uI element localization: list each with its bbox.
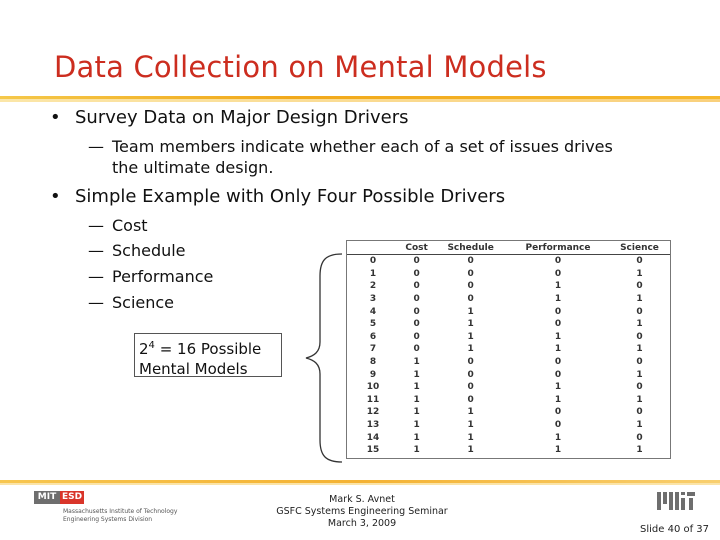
cell-performance: 0 (554, 306, 562, 317)
table-row (347, 343, 670, 356)
table-row (347, 318, 670, 331)
table-row (347, 444, 670, 457)
cell-cost: 0 (413, 331, 420, 342)
table-row (347, 431, 670, 444)
event-date: March 3, 2009 (327, 518, 397, 529)
table-row (347, 280, 670, 293)
cell-science: 0 (636, 306, 643, 317)
cell-science: 0 (636, 281, 643, 292)
cell-science: 0 (636, 432, 643, 443)
cell-science: 1 (636, 445, 643, 456)
table-row (347, 305, 670, 318)
bullet-glyph: • (50, 107, 61, 128)
table-row (347, 293, 670, 306)
cell-performance: 1 (554, 445, 562, 456)
curly-brace-icon (302, 252, 346, 464)
dash-glyph: — (88, 216, 104, 235)
cell-index: 4 (369, 306, 377, 317)
cell-index: 10 (366, 382, 380, 393)
cell-cost: 1 (413, 407, 420, 418)
header-schedule: Schedule (434, 241, 507, 255)
cell-science: 0 (636, 256, 643, 267)
mit-logo-icon (657, 492, 695, 510)
slide-number: Slide 40 of 37 (640, 524, 710, 535)
callout-possible-models (134, 333, 282, 377)
cell-cost: 0 (413, 268, 420, 279)
sub-bullet-text: Performance (112, 267, 214, 286)
cell-schedule: 0 (467, 357, 474, 368)
cell-index: 15 (366, 445, 380, 456)
cell-cost: 1 (413, 432, 420, 443)
cell-schedule: 1 (467, 319, 474, 330)
cell-cost: 1 (413, 369, 420, 380)
sub-bullet-text: Cost (112, 216, 148, 235)
cell-index: 3 (369, 294, 377, 305)
sub-bullet-text: Science (112, 293, 175, 312)
cell-cost: 1 (413, 357, 420, 368)
cell-performance: 1 (554, 331, 562, 342)
cell-schedule: 1 (467, 344, 474, 355)
dash-glyph: — (88, 137, 104, 156)
cell-science: 0 (636, 331, 643, 342)
header-cost: Cost (399, 241, 434, 255)
cell-cost: 0 (413, 294, 420, 305)
footer-rule-light (0, 483, 720, 485)
cell-performance: 0 (554, 268, 562, 279)
cell-performance: 0 (554, 319, 562, 330)
title-rule (0, 96, 720, 102)
cell-science: 1 (636, 319, 643, 330)
cell-schedule: 0 (467, 394, 474, 405)
cell-science: 1 (636, 394, 643, 405)
cell-schedule: 0 (467, 281, 474, 292)
cell-cost: 1 (413, 394, 420, 405)
cell-index: 12 (366, 407, 380, 418)
cell-cost: 1 (413, 445, 420, 456)
cell-schedule: 1 (467, 445, 474, 456)
table-row (347, 381, 670, 394)
cell-index: 11 (366, 394, 380, 405)
cell-index: 1 (369, 268, 377, 279)
cell-science: 1 (636, 268, 643, 279)
cell-performance: 1 (554, 432, 562, 443)
header-index (347, 241, 399, 255)
cell-index: 8 (369, 357, 377, 368)
cell-performance: 0 (554, 369, 562, 380)
sub-bullet-text: Schedule (112, 241, 186, 260)
bullet-text: Simple Example with Only Four Possible Drivers (75, 186, 506, 207)
logo-esd-text: ESD (61, 492, 83, 502)
bullet-glyph: • (50, 186, 61, 207)
callout-line1 (139, 336, 281, 359)
dash-glyph: — (88, 293, 104, 312)
cell-science: 1 (636, 344, 643, 355)
cell-schedule: 0 (467, 382, 474, 393)
table-row (347, 406, 670, 419)
cell-cost: 1 (413, 382, 420, 393)
footer-presenter-info (262, 494, 462, 530)
cell-index: 0 (369, 256, 377, 267)
cell-performance: 1 (554, 344, 562, 355)
cell-science: 1 (636, 420, 643, 431)
cell-performance: 0 (554, 420, 562, 431)
cell-performance: 0 (554, 357, 562, 368)
cell-cost: 1 (413, 420, 420, 431)
callout-base: 2 (139, 340, 149, 358)
cell-index: 5 (369, 319, 377, 330)
table-row (347, 394, 670, 407)
cell-schedule: 1 (467, 432, 474, 443)
table-row (347, 331, 670, 344)
event-name: GSFC Systems Engineering Seminar (276, 506, 448, 517)
table-row (347, 356, 670, 369)
dash-glyph: — (88, 267, 104, 286)
callout-line1-rest: = 16 Possible (154, 340, 262, 358)
cell-performance: 0 (554, 407, 562, 418)
cell-performance: 1 (554, 382, 562, 393)
cell-index: 7 (369, 344, 377, 355)
cell-schedule: 1 (467, 407, 474, 418)
cell-performance: 1 (554, 394, 562, 405)
cell-cost: 0 (413, 306, 420, 317)
presenter-name: Mark S. Avnet (329, 494, 395, 505)
cell-schedule: 1 (467, 331, 474, 342)
cell-science: 1 (636, 294, 643, 305)
cell-index: 9 (369, 369, 377, 380)
cell-science: 0 (636, 357, 643, 368)
sub-bullet-text: Team members indicate whether each of a set of issues drives (112, 137, 613, 156)
cell-science: 0 (636, 382, 643, 393)
logo-mit-text: MIT (34, 491, 60, 504)
truth-table-grid (347, 241, 670, 457)
header-science: Science (609, 241, 670, 255)
cell-science: 0 (636, 407, 643, 418)
cell-schedule: 0 (467, 256, 474, 267)
cell-cost: 0 (413, 319, 420, 330)
slide-title: Data Collection on Mental Models (54, 50, 547, 84)
sub-bullet-text: the ultimate design. (112, 158, 274, 177)
cell-schedule: 1 (467, 306, 474, 317)
cell-index: 2 (369, 281, 377, 292)
table-header-row (347, 241, 670, 255)
cell-science: 1 (636, 369, 643, 380)
table-row (347, 255, 670, 268)
table-row (347, 268, 670, 281)
table-row (347, 419, 670, 432)
cell-schedule: 0 (467, 268, 474, 279)
truth-table (346, 240, 671, 459)
cell-cost: 0 (413, 281, 420, 292)
dash-glyph: — (88, 241, 104, 260)
cell-performance: 0 (554, 256, 562, 267)
cell-index: 13 (366, 420, 380, 431)
org-line1: Massachusetts Institute of Technology (63, 508, 178, 515)
callout-line2: Mental Models (139, 360, 248, 378)
callout-exponent: 4 (148, 340, 155, 351)
cell-index: 6 (369, 331, 377, 342)
org-line2: Engineering Systems Division (63, 516, 153, 523)
cell-schedule: 0 (467, 294, 474, 305)
cell-schedule: 1 (467, 420, 474, 431)
cell-performance: 1 (554, 294, 562, 305)
cell-schedule: 0 (467, 369, 474, 380)
cell-performance: 1 (554, 281, 562, 292)
header-performance: Performance (507, 241, 609, 255)
cell-cost: 0 (413, 256, 420, 267)
cell-cost: 0 (413, 344, 420, 355)
table-row (347, 368, 670, 381)
cell-index: 14 (366, 432, 380, 443)
bullet-text: Survey Data on Major Design Drivers (75, 107, 409, 128)
